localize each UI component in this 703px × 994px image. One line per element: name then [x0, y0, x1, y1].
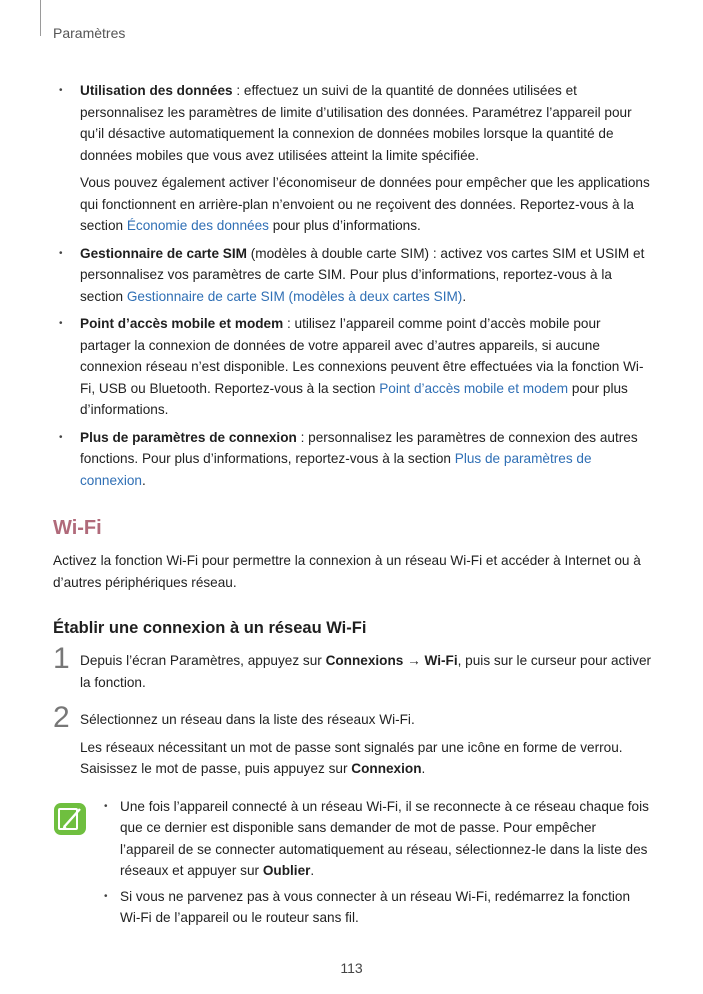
connection-settings-list	[53, 80, 653, 491]
link-hotspot[interactable]: Point d’accès mobile et modem	[379, 380, 569, 396]
note-item: • Si vous ne parvenez pas à vous connecter à un réseau Wi-Fi, redémarrez la fonction Wi-Fi de l’appareil ou le routeur sans fil.	[118, 886, 653, 929]
note-item: • Une fois l’appareil connecté à un réseau Wi-Fi, il se reconnecte à ce réseau chaque fois que ce dernier est disponible sans demander de mot de passe. Pour empêcher l’appareil de se connecter automatiquement au réseau, sélectionnez-le dans la liste des réseaux et appuyer sur Oublier.	[118, 796, 653, 882]
step-number: 1	[53, 642, 70, 675]
page-number: 113	[340, 960, 363, 976]
link-data-saver[interactable]: Économie des données	[126, 218, 269, 233]
wifi-intro: Activez la fonction Wi-Fi pour permettre la connexion à un réseau Wi-Fi et accéder à Internet ou à d’autres périphériques réseau.	[53, 553, 641, 590]
note-box	[53, 796, 653, 929]
list-item-sim-manager: • Gestionnaire de carte SIM (modèles à double carte SIM) : activez vos cartes SIM et USIM et personnalisez vos paramètres de carte SIM. Pour plus d’informations, reportez-vous à la section Gestionnaire de carte SIM (modèles à deux cartes SIM).	[53, 243, 653, 308]
page-header-title: Paramètres	[53, 25, 126, 41]
wifi-connect-subtitle: Établir une connexion à un réseau Wi-Fi	[53, 619, 367, 637]
step-1: 1 Depuis l’écran Paramètres, appuyez sur Connexions → Wi-Fi, puis sur le curseur pour activer la fonction.	[53, 642, 652, 690]
note-pencil-icon	[53, 802, 87, 836]
link-more-connection[interactable]: Plus de paramètres de connexion	[80, 451, 592, 488]
header-divider	[40, 0, 41, 36]
link-sim-manager[interactable]: Gestionnaire de carte SIM (modèles à deux cartes SIM)	[126, 288, 463, 304]
list-item-hotspot: • Point d’accès mobile et modem : utilisez l’appareil comme point d’accès mobile pour partager la connexion de données de votre appareil avec d’autres appareils, si aucune connexion réseau n’est disponible. Les connexions peuvent être effectuées via la fonction Wi-Fi, USB ou Bluetooth. Reportez-vous à la section Point d’accès mobile et modem pour plus d’informations.	[53, 313, 653, 421]
step-number: 2	[53, 701, 70, 734]
main-content	[53, 80, 653, 933]
wifi-section-title: Wi-Fi	[53, 517, 102, 539]
step-2: 2 Sélectionnez un réseau dans la liste des réseaux Wi-Fi. Les réseaux nécessitant un mot de passe sont signalés par une icône en forme de verrou. Saisissez le mot de passe, puis appuyez sur Connexion.	[53, 701, 623, 776]
list-item-more-connection: • Plus de paramètres de connexion : personnalisez les paramètres de connexion des autres fonctions. Pour plus d’informations, reportez-vous à la section Plus de paramètres de connexion.	[53, 427, 653, 492]
note-list	[118, 796, 653, 929]
list-item-data-usage: • Utilisation des données : effectuez un suivi de la quantité de données utilisées et personnalisez les paramètres de limite d’utilisation des données. Paramétrez l’appareil pour qu’il désactive automatiquement la connexion de données mobiles lorsque la quantité de données mobiles que vous avez utilisées atteint la limite spécifiée. Vous pouvez également activer l’économiseur de données pour empêcher que les applications qui fonctionnent en arrière-plan n’envoient ou ne reçoivent des données. Reportez-vous à la section Économie des données pour plus d’informations.	[53, 80, 653, 237]
